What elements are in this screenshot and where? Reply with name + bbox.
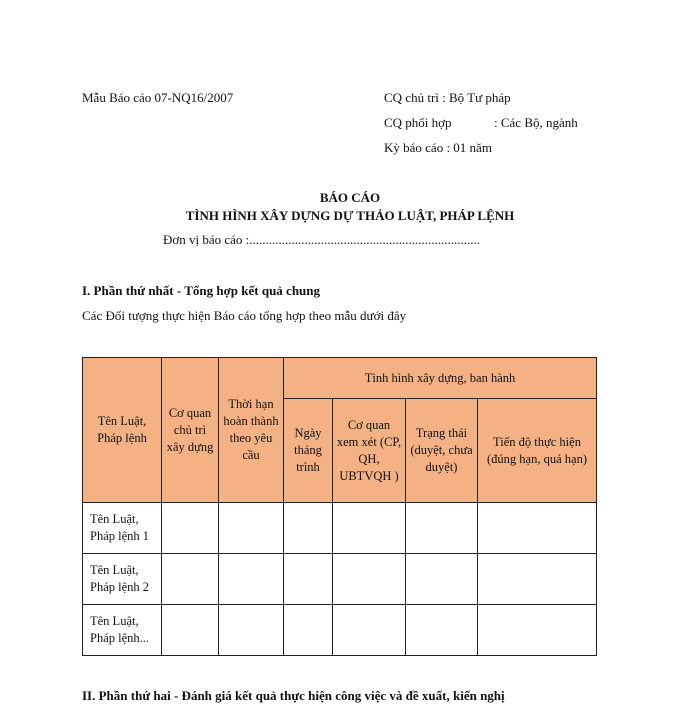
table-cell: [478, 554, 597, 605]
table-cell: [333, 554, 406, 605]
report-period: Kỳ báo cáo : 01 năm: [384, 140, 492, 155]
form-code: Mẫu Báo cáo 07-NQ16/2007: [82, 90, 234, 105]
reporting-unit: Đơn vị báo cáo :.......................................................................: [163, 232, 481, 247]
row-name: Tên Luật, Pháp lệnh 2: [83, 554, 162, 605]
row-name: Tên Luật, Pháp lệnh...: [83, 605, 162, 656]
table-row: [83, 503, 597, 554]
table-cell: [406, 554, 478, 605]
group-header: Tình hình xây dựng, ban hành: [284, 358, 597, 399]
table-cell: [478, 503, 597, 554]
table-cell: [219, 605, 284, 656]
table-cell: [219, 554, 284, 605]
table-cell: [406, 503, 478, 554]
table-cell: [162, 503, 219, 554]
col-agency-header: Cơ quan chủ trì xây dựng: [162, 358, 219, 503]
table-cell: [333, 605, 406, 656]
table-row: [83, 554, 597, 605]
col-review-header: Cơ quan xem xét (CP, QH, UBTVQH ): [333, 399, 406, 503]
col-name-header: Tên Luật, Pháp lệnh: [83, 358, 162, 503]
lead-agency: CQ chủ trì : Bộ Tư pháp: [384, 90, 511, 105]
col-status-header: Trạng thái (duyệt, chưa duyệt): [406, 399, 478, 503]
col-progress-header: Tiến độ thực hiện (đúng hạn, quá hạn): [478, 399, 597, 503]
table-cell: [162, 605, 219, 656]
table-cell: [406, 605, 478, 656]
table-cell: [162, 554, 219, 605]
table-cell: [284, 605, 333, 656]
col-deadline-header: Thời hạn hoàn thành theo yêu cầu: [219, 358, 284, 503]
report-subtitle: TÌNH HÌNH XÂY DỰNG DỰ THẢO LUẬT, PHÁP LỆNH: [185, 208, 515, 223]
coop-agency-label: CQ phối hợp: [384, 115, 452, 130]
row-name: Tên Luật, Pháp lệnh 1: [83, 503, 162, 554]
report-table: [82, 357, 597, 656]
col-date-header: Ngày tháng trình: [284, 399, 333, 503]
table-cell: [333, 503, 406, 554]
report-title: BÁO CÁO: [319, 190, 381, 205]
section1-intro: Các Đối tượng thực hiện Báo cáo tổng hợp theo mẫu dưới đây: [82, 308, 407, 323]
section2-heading: II. Phần thứ hai - Đánh giá kết quả thực hiện công việc và đề xuất, kiến nghị: [82, 688, 505, 703]
table-cell: [284, 554, 333, 605]
coop-agency-value: : Các Bộ, ngành: [494, 115, 578, 130]
table-cell: [284, 503, 333, 554]
section1-heading: I. Phần thứ nhất - Tổng hợp kết quả chung: [82, 283, 321, 298]
table-row: [83, 605, 597, 656]
table-cell: [478, 605, 597, 656]
table-cell: [219, 503, 284, 554]
